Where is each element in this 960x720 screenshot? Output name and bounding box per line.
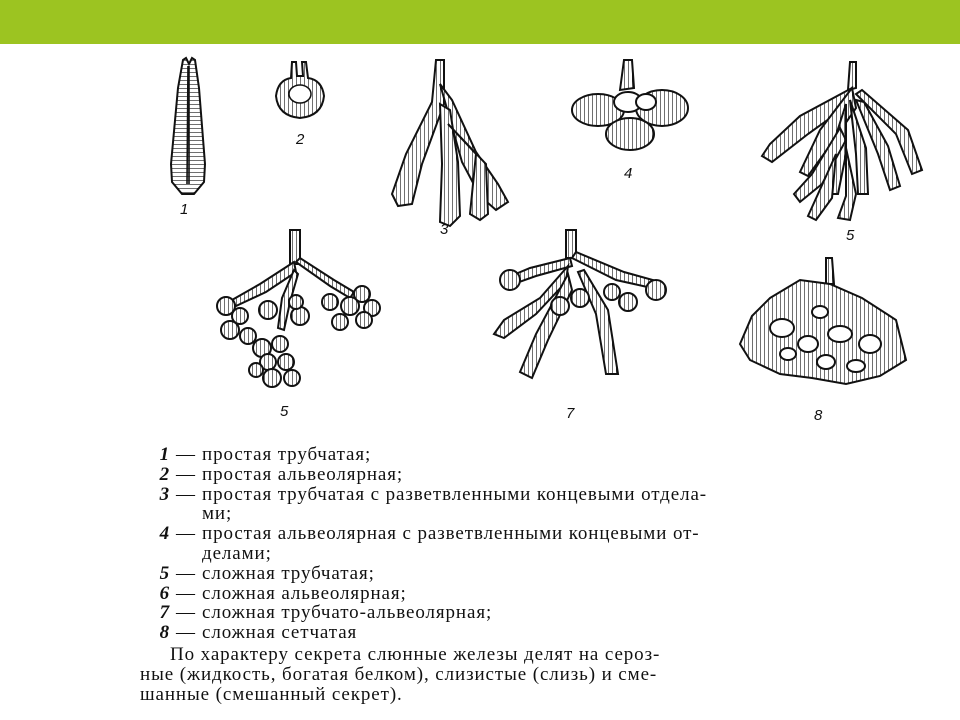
figure-label: 5 <box>846 227 855 244</box>
legend-item-3 <box>140 485 940 505</box>
legend-dash: — <box>176 523 196 545</box>
legend-number: 3 <box>159 483 170 505</box>
figure-legend <box>140 445 940 704</box>
legend-number: 7 <box>159 602 170 624</box>
glands-illustration <box>0 44 960 444</box>
legend-number: 2 <box>159 463 170 485</box>
legend-number: 4 <box>159 523 170 545</box>
paragraph-line: шанные (смешанный секрет). <box>140 683 403 705</box>
legend-text: простая трубчатая с разветвленными концевыми отдела- <box>202 483 708 505</box>
legend-item-6 <box>140 584 940 604</box>
legend-dash: — <box>176 463 196 485</box>
legend-text-continued: ми; <box>202 503 233 525</box>
legend-dash: — <box>176 444 196 465</box>
legend-item-2 <box>140 465 940 485</box>
legend-dash: — <box>176 622 196 644</box>
legend-item-4 <box>140 524 940 544</box>
legend-text: сложная трубчато-альвеолярная; <box>202 602 493 624</box>
figure-label: 2 <box>296 131 305 148</box>
gland-4-branched-alveolar <box>572 60 688 150</box>
legend-number: 8 <box>159 622 170 644</box>
paragraph-line: ные (жидкость, богатая белком), слизистые (слизь) и сме- <box>140 663 658 685</box>
legend-item-1 <box>140 445 940 465</box>
legend-text-continued: делами; <box>202 542 272 564</box>
gland-3-branched-tubular <box>392 60 508 226</box>
gland-1-simple-tubular <box>171 58 205 194</box>
legend-text: сложная сетчатая <box>202 622 358 644</box>
figure-label: 3 <box>440 221 449 238</box>
legend-dash: — <box>176 602 196 624</box>
legend-text: простая трубчатая; <box>202 444 372 465</box>
legend-number: 6 <box>159 582 170 604</box>
gland-8-compound-reticular <box>740 258 906 384</box>
legend-text: простая альвеолярная; <box>202 463 404 485</box>
legend-text: сложная трубчатая; <box>202 562 375 584</box>
gland-7-compound-tubulo-alveolar <box>494 230 666 378</box>
figure-label: 4 <box>624 165 633 182</box>
gland-2-simple-alveolar <box>276 62 324 118</box>
figure-label: 5 <box>280 403 289 420</box>
legend-dash: — <box>176 562 196 584</box>
legend-text: простая альвеолярная с разветвленными концевыми от- <box>202 523 700 545</box>
legend-item-5 <box>140 564 940 584</box>
legend-item-7 <box>140 603 940 623</box>
top-accent-bar <box>0 0 960 44</box>
paragraph-line: По характеру секрета слюнные железы делят на сероз- <box>170 643 661 665</box>
legend-dash: — <box>176 483 196 505</box>
figure-label: 7 <box>566 405 575 422</box>
figure-label: 1 <box>180 201 189 218</box>
gland-6-compound-alveolar <box>217 230 380 387</box>
figure-label: 8 <box>814 407 823 424</box>
secretion-paragraph <box>140 645 940 704</box>
legend-number: 5 <box>159 562 170 584</box>
legend-text: сложная альвеолярная; <box>202 582 407 604</box>
gland-5-compound-tubular <box>762 62 922 220</box>
legend-dash: — <box>176 582 196 604</box>
legend-number: 1 <box>159 444 170 465</box>
legend-item-8 <box>140 623 940 643</box>
